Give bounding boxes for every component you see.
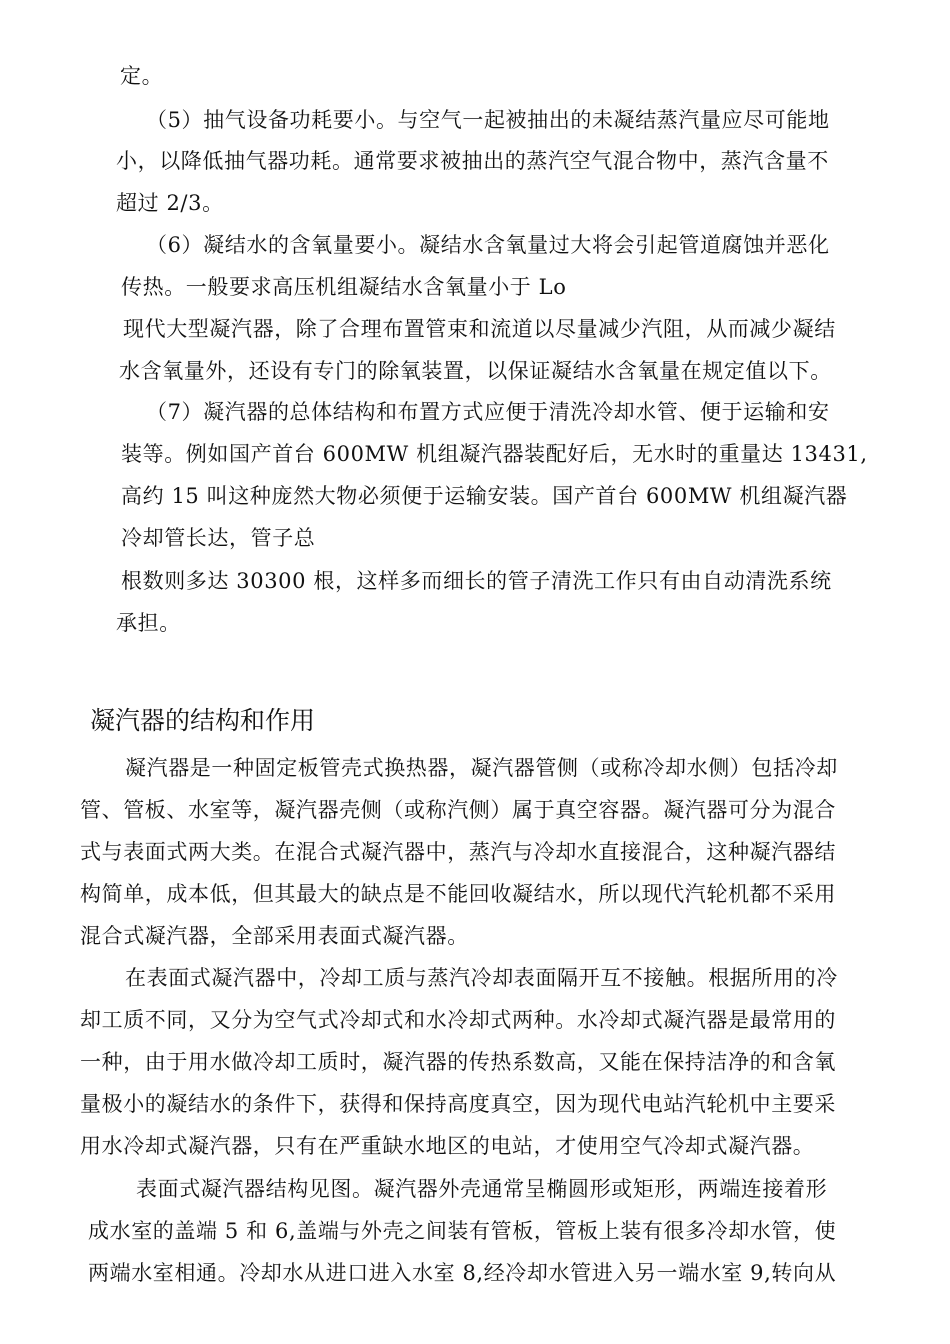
paragraph-line: 两端水室相通。冷却水从进口进入水室 8,经冷却水管进入另一端水室 9,转向从 — [88, 1261, 837, 1285]
paragraph-line: 式与表面式两大类。在混合式凝汽器中，蒸汽与冷却水直接混合，这种凝汽器结 — [80, 840, 836, 864]
paragraph-line: 用水冷却式凝汽器，只有在严重缺水地区的电站，才使用空气冷却式凝汽器。 — [80, 1134, 815, 1158]
paragraph-line: 承担。 — [116, 611, 181, 635]
paragraph-line: 现代大型凝汽器，除了合理布置管束和流道以尽量减少汽阻，从而减少凝结 — [123, 317, 836, 341]
paragraph-line: 构简单，成本低，但其最大的缺点是不能回收凝结水，所以现代汽轮机都不采用 — [80, 882, 836, 906]
paragraph-line: 凝汽器是一种固定板管壳式换热器，凝汽器管侧（或称冷却水侧）包括冷却 — [125, 756, 838, 780]
section-heading: 凝汽器的结构和作用 — [90, 706, 316, 735]
paragraph-line: 根数则多达 30300 根，这样多而细长的管子清洗工作只有由自动清洗系统 — [121, 569, 832, 593]
paragraph-line: 超过 2/3。 — [116, 191, 224, 215]
paragraph-line: 高约 15 叫这种庞然大物必须便于运输安装。国产首台 600MW 机组凝汽器 — [121, 484, 848, 508]
paragraph-line: 水含氧量外，还设有专门的除氧装置，以保证凝结水含氧量在规定值以下。 — [119, 359, 832, 383]
paragraph-line: 在表面式凝汽器中，冷却工质与蒸汽冷却表面隔开互不接触。根据所用的冷 — [125, 966, 838, 990]
paragraph-line: 定。 — [120, 64, 164, 88]
paragraph-line: 小，以降低抽气器功耗。通常要求被抽出的蒸汽空气混合物中，蒸汽含量不 — [116, 149, 829, 173]
paragraph-line: 冷却管长达，管子总 — [121, 526, 316, 550]
paragraph-line: 管、管板、水室等，凝汽器壳侧（或称汽侧）属于真空容器。凝汽器可分为混合 — [80, 798, 836, 822]
paragraph-line: （6）凝结水的含氧量要小。凝结水含氧量过大将会引起管道腐蚀并恶化 — [146, 233, 830, 257]
paragraph-line: 混合式凝汽器，全部采用表面式凝汽器。 — [80, 924, 469, 948]
paragraph-line: （7）凝汽器的总体结构和布置方式应便于清洗冷却水管、便于运输和安 — [146, 400, 830, 424]
paragraph-line: 量极小的凝结水的条件下，获得和保持高度真空，因为现代电站汽轮机中主要采 — [80, 1092, 836, 1116]
paragraph-line: 却工质不同，又分为空气式冷却式和水冷却式两种。水冷却式凝汽器是最常用的 — [80, 1008, 836, 1032]
paragraph-line: 装等。例如国产首台 600MW 机组凝汽器装配好后，无水时的重量达 13431, — [121, 442, 868, 466]
paragraph-line: 成水室的盖端 5 和 6,盖端与外壳之间装有管板，管板上装有很多冷却水管，使 — [88, 1219, 837, 1243]
paragraph-line: 一种，由于用水做冷却工质时，凝汽器的传热系数高，又能在保持洁净的和含氧 — [80, 1050, 836, 1074]
paragraph-line: （5）抽气设备功耗要小。与空气一起被抽出的未凝结蒸汽量应尽可能地 — [146, 108, 830, 132]
paragraph-line: 表面式凝汽器结构见图。凝汽器外壳通常呈椭圆形或矩形，两端连接着形 — [136, 1177, 828, 1201]
paragraph-line: 传热。一般要求高压机组凝结水含氧量小于 Lo — [121, 275, 567, 299]
